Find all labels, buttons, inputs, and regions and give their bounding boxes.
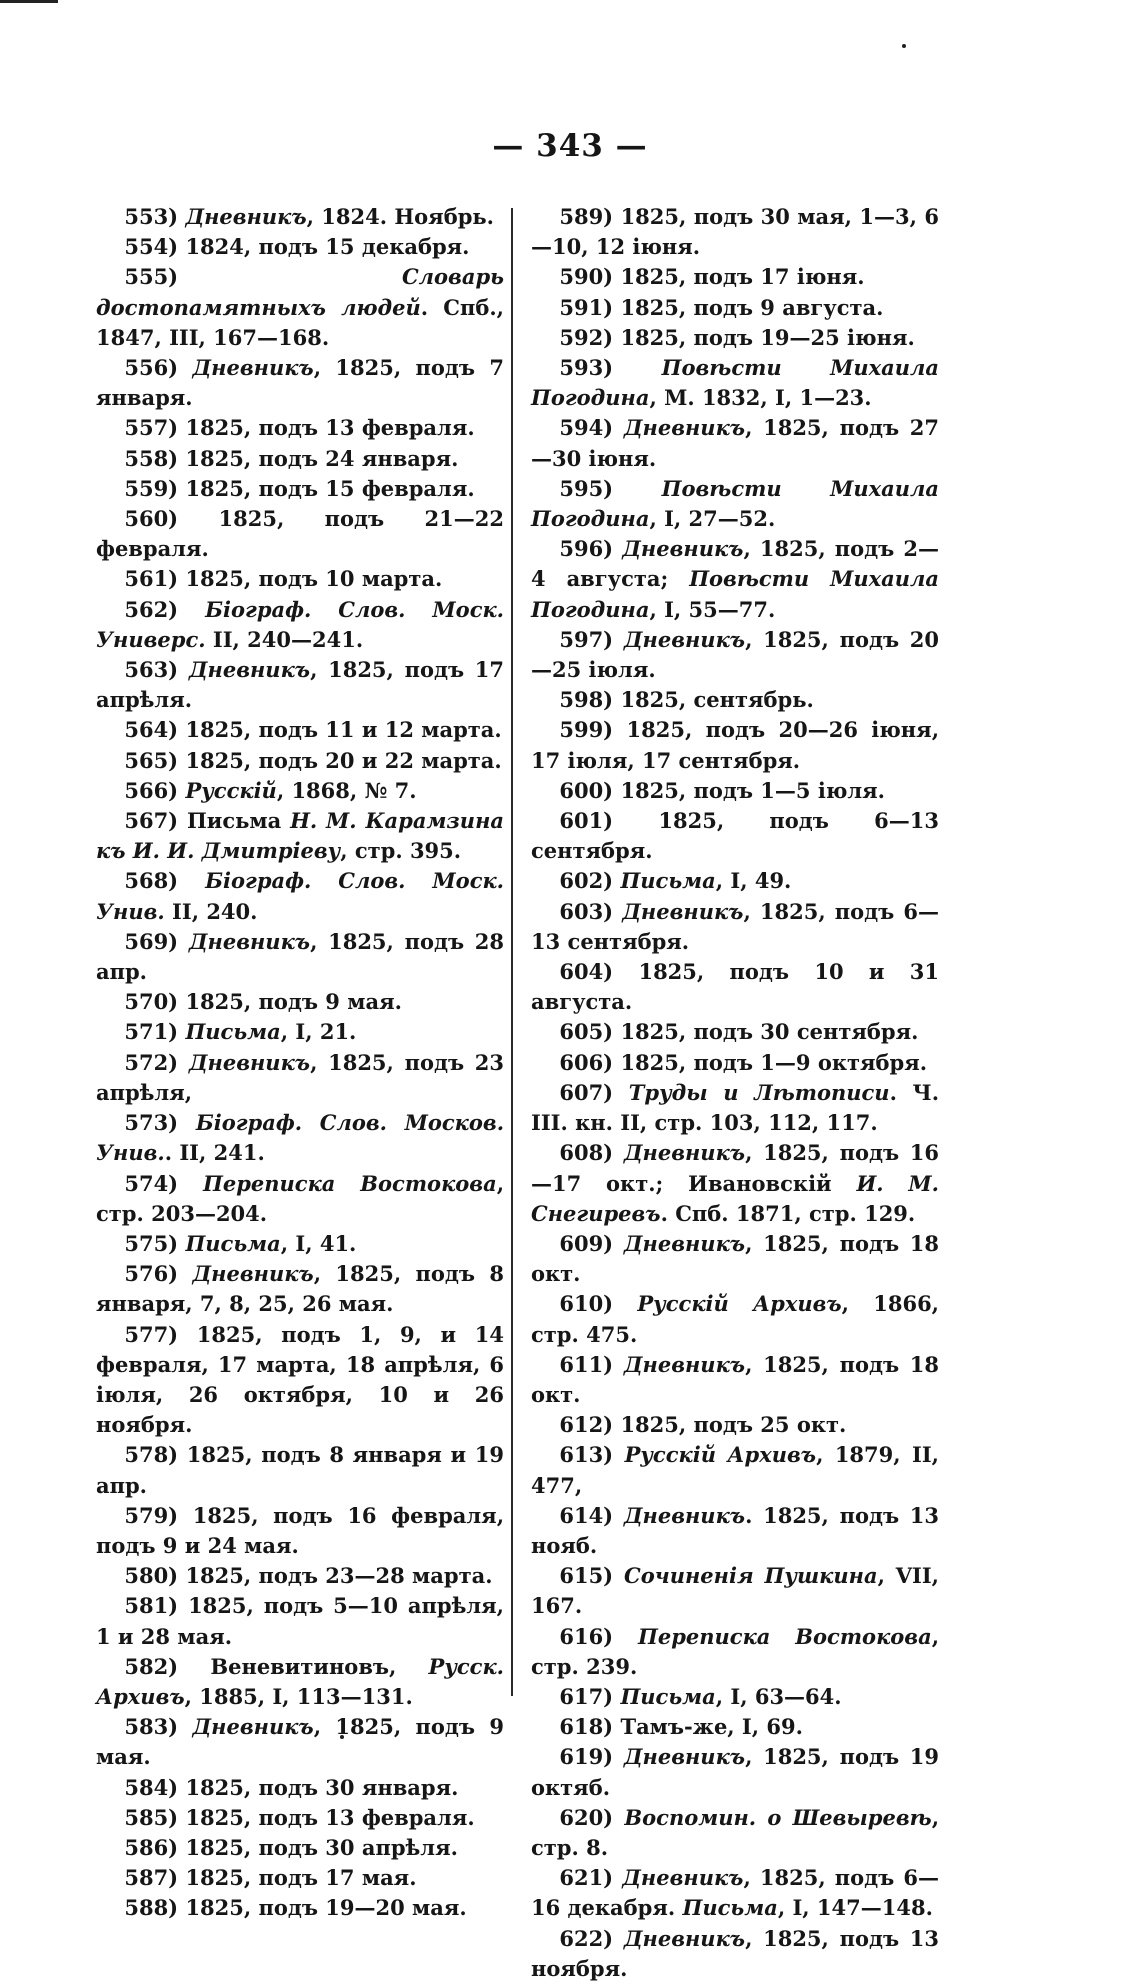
footnote-entry — [531, 1229, 939, 1289]
footnote-text: 1825, подъ 30 апрѣля. — [185, 1834, 458, 1860]
footnote-text: , I, 63—64. — [715, 1683, 842, 1709]
footnote-text: 1825, подъ 1—9 октября. — [620, 1049, 928, 1075]
footnote-number: 571) — [124, 1019, 179, 1045]
footnote-citation-title: Біограф. Слов. Моск. Универс. — [96, 596, 504, 652]
scan-artifact-dot — [902, 44, 906, 48]
footnote-citation-title: И. М. Снегиревъ — [531, 1170, 939, 1226]
left-notes-column — [96, 202, 504, 1924]
footnote-entry — [531, 1289, 939, 1349]
footnote-entry — [531, 1863, 939, 1923]
footnote-number: 596) — [559, 536, 614, 562]
footnote-number: 554) — [124, 234, 179, 260]
right-notes-column — [531, 202, 939, 1984]
footnote-text: 1825, подъ 10 и 31 августа. — [531, 959, 939, 1015]
footnote-number: 619) — [559, 1744, 614, 1770]
footnote-citation-title: Біограф. Слов. Москов. Унив. — [96, 1110, 504, 1166]
footnote-entry — [96, 202, 504, 232]
footnote-text: , I, 49. — [715, 868, 792, 894]
footnote-number: 555) — [124, 264, 179, 290]
footnote-number: 553) — [124, 204, 179, 229]
footnote-citation-title: Дневникъ — [623, 1744, 746, 1770]
footnote-entry — [96, 715, 504, 745]
footnote-citation-title: Письма — [620, 868, 716, 894]
footnote-text: 1825, подъ 30 мая, 1—3, 6—10, 12 іюня. — [531, 204, 940, 260]
footnote-number: 566) — [124, 777, 179, 803]
footnote-citation-title: Повѣсти Михаила Погодина — [531, 355, 939, 411]
footnote-entry — [96, 413, 504, 443]
footnote-number: 595) — [559, 475, 614, 501]
footnote-number: 604) — [559, 959, 614, 985]
scan-artifact-line — [0, 0, 58, 3]
footnote-entry — [96, 474, 504, 504]
footnote-citation-title: Переписка Востокова — [638, 1623, 932, 1649]
footnote-text: . 1825, подъ 13 нояб. — [531, 1502, 940, 1558]
footnote-number: 583) — [124, 1714, 179, 1740]
footnote-text: 1825, подъ 1—5 іюля. — [620, 777, 885, 803]
footnote-entry — [96, 927, 504, 987]
footnote-entry — [96, 1108, 504, 1168]
footnote-text: II, 240. — [164, 898, 258, 924]
footnote-citation-title: Дневникъ — [188, 657, 311, 683]
footnote-text: 1825, подъ 11 и 12 марта. — [185, 717, 502, 743]
footnote-number: 605) — [559, 1019, 614, 1045]
footnote-text: , стр. 239. — [531, 1623, 939, 1679]
footnote-text: , I, 27—52. — [649, 506, 776, 532]
footnote-entry — [96, 806, 504, 866]
footnote-entry — [96, 1048, 504, 1108]
footnote-entry — [96, 1501, 504, 1561]
footnote-text: Письма — [186, 808, 291, 834]
footnote-number: 584) — [124, 1774, 179, 1800]
footnote-entry — [96, 444, 504, 474]
footnote-text: , 1825, подъ 23 апрѣля, — [96, 1049, 505, 1105]
footnote-entry — [96, 1440, 504, 1500]
footnote-number: 559) — [124, 475, 179, 501]
footnote-entry — [96, 232, 504, 262]
footnote-citation-title: Русскій Архивъ — [637, 1291, 842, 1317]
footnote-number: 578) — [124, 1442, 179, 1468]
footnote-number: 612) — [559, 1412, 614, 1438]
footnote-entry — [96, 866, 504, 926]
footnote-text: , 1825, подъ 18 окт. — [531, 1230, 940, 1287]
footnote-number: 600) — [559, 777, 614, 803]
footnote-citation-title: Дневникъ — [623, 1140, 746, 1166]
footnote-number: 616) — [559, 1623, 614, 1649]
footnote-entry — [96, 776, 504, 806]
footnote-text: , 1866, стр. 475. — [531, 1291, 939, 1347]
footnote-entry — [96, 1652, 504, 1712]
footnote-text: 1825, подъ 5—10 апрѣля, 1 и 28 мая. — [96, 1593, 504, 1649]
footnote-citation-title: Дневникъ — [623, 1925, 746, 1951]
footnote-number: 563) — [124, 657, 179, 683]
footnote-entry — [96, 655, 504, 715]
footnote-citation-title: Словарь достопамятныхъ людей — [96, 264, 504, 320]
footnote-entry — [531, 1350, 939, 1410]
footnote-citation-title: Русскій Архивъ — [624, 1442, 817, 1468]
footnote-text: , 1825, подъ 16—17 окт.; Ивановскій — [531, 1140, 940, 1196]
footnote-text: 1825, подъ 13 февраля. — [185, 1804, 475, 1830]
footnote-text: , 1885, I, 113—131. — [184, 1683, 413, 1709]
column-divider — [511, 208, 513, 1696]
footnote-text: , М. 1832, I, 1—23. — [649, 385, 872, 411]
footnote-number: 614) — [559, 1502, 614, 1528]
footnote-number: 581) — [124, 1593, 179, 1619]
footnote-citation-title: Повѣсти Михаила Погодина — [531, 475, 939, 532]
footnote-entry — [531, 1501, 939, 1561]
footnote-number: 579) — [124, 1502, 179, 1528]
footnote-number: 622) — [559, 1925, 614, 1951]
footnote-entry — [531, 474, 939, 534]
footnote-citation-title: Н. М. Карамзина къ И. И. Дмитріеву — [96, 808, 504, 864]
footnote-text: , I, 55—77. — [649, 596, 776, 622]
footnote-text: 1825, подъ 13 февраля. — [185, 415, 475, 441]
footnote-number: 620) — [559, 1804, 614, 1830]
footnote-text: . Ч. III. кн. II, стр. 103, 112, 117. — [531, 1079, 940, 1136]
footnote-citation-title: Русск. Архивъ — [96, 1653, 504, 1709]
footnote-entry — [96, 1169, 504, 1229]
footnote-text: , 1825, подъ 27—30 іюня. — [531, 415, 940, 471]
footnote-number: 565) — [124, 747, 179, 773]
footnote-entry — [531, 1138, 939, 1229]
footnote-number: 561) — [124, 566, 179, 592]
footnote-citation-title: Дневникъ — [623, 415, 746, 441]
footnote-number: 556) — [124, 355, 179, 381]
footnote-number: 573) — [124, 1110, 179, 1136]
footnote-text: , 1879, II, 477, — [531, 1442, 939, 1498]
footnote-entry — [531, 1561, 939, 1621]
footnote-entry — [96, 987, 504, 1017]
footnote-number: 607) — [559, 1079, 614, 1105]
footnote-citation-title: Дневникъ — [192, 355, 314, 381]
page-number: — 343 — — [492, 128, 648, 164]
footnote-entry — [96, 1591, 504, 1651]
footnote-entry — [531, 625, 939, 685]
footnote-number: 613) — [559, 1442, 614, 1468]
footnote-entry — [531, 1712, 939, 1742]
footnote-number: 617) — [559, 1683, 614, 1709]
footnote-number: 580) — [124, 1563, 179, 1589]
footnote-number: 611) — [559, 1351, 614, 1377]
footnote-number: 597) — [559, 626, 614, 652]
footnote-citation-title: Дневникъ — [622, 536, 744, 562]
footnote-citation-title: Русскій — [185, 777, 277, 803]
footnote-citation-title: Письма — [682, 1895, 778, 1921]
footnote-citation-title: Дневникъ — [185, 204, 307, 229]
footnote-number: 609) — [559, 1230, 614, 1256]
footnote-text: . II, 241. — [164, 1140, 265, 1166]
footnote-citation-title: Дневникъ — [188, 928, 311, 954]
footnote-entry — [96, 1259, 504, 1319]
footnote-number: 606) — [559, 1049, 614, 1075]
footnote-text: , 1824. Ноябрь. — [306, 204, 494, 229]
footnote-text: . Спб., 1847, III, 167—168. — [96, 294, 504, 350]
footnote-text: , I, 147—148. — [777, 1895, 933, 1921]
footnote-number: 594) — [559, 415, 614, 441]
footnote-entry — [531, 806, 939, 866]
footnote-citation-title: Дневникъ — [192, 1261, 314, 1287]
footnote-citation-title: Письма — [185, 1230, 281, 1256]
footnote-entry — [531, 262, 939, 292]
footnote-text: , стр. 395. — [340, 838, 462, 864]
footnote-entry — [531, 1410, 939, 1440]
footnote-citation-title: Дневникъ — [188, 1049, 311, 1075]
footnote-text: , 1825, подъ 20—25 іюля. — [531, 626, 940, 683]
footnote-citation-title: Дневникъ — [192, 1714, 314, 1740]
footnote-number: 562) — [124, 596, 179, 622]
footnote-citation-title: Труды и Лѣтописи — [628, 1079, 890, 1105]
footnote-number: 601) — [559, 808, 614, 834]
footnote-entry — [96, 746, 504, 776]
footnote-citation-title: Дневникъ — [623, 1502, 746, 1528]
footnote-entry — [96, 504, 504, 564]
footnote-text: 1825, подъ 1, 9, и 14 февраля, 17 марта, 18 апрѣля, 6 іюля, 26 октября, 10 и 26 ноября. — [96, 1321, 504, 1438]
footnote-text: 1825, подъ 8 января и 19 апр. — [96, 1442, 504, 1498]
footnote-number: 577) — [124, 1321, 179, 1347]
footnote-entry — [96, 1833, 504, 1863]
footnote-entry — [531, 1924, 939, 1984]
footnote-entry — [96, 1229, 504, 1259]
footnote-text: , 1825, подъ 7 января. — [96, 355, 504, 411]
footnote-text: 1825, подъ 10 марта. — [185, 566, 443, 592]
footnote-text: 1825, подъ 9 мая. — [185, 989, 402, 1015]
footnote-text: , стр. 8. — [531, 1804, 939, 1860]
footnote-number: 618) — [559, 1714, 614, 1740]
footnote-entry — [96, 1893, 504, 1923]
footnote-number: 560) — [124, 506, 179, 532]
footnote-number: 588) — [124, 1895, 179, 1921]
footnote-number: 592) — [559, 324, 614, 350]
footnote-text: 1825, подъ 15 февраля. — [185, 475, 475, 501]
footnote-entry — [96, 595, 504, 655]
footnote-number: 587) — [124, 1865, 179, 1891]
footnote-text: 1825, сентябрь. — [620, 687, 814, 713]
footnote-citation-title: Дневникъ — [623, 1351, 746, 1377]
footnote-text: , 1825, подъ 19 октяб. — [531, 1744, 940, 1800]
footnote-text: , стр. 203—204. — [96, 1170, 504, 1226]
footnote-entry — [96, 1320, 504, 1441]
footnote-text: Тамъ-же, I, 69. — [620, 1714, 803, 1740]
footnote-entry — [531, 866, 939, 896]
footnote-entry — [531, 413, 939, 473]
footnote-text: , 1825, подъ 13 ноября. — [531, 1925, 940, 1981]
footnote-text: 1824, подъ 15 декабря. — [185, 234, 470, 260]
footnote-text: 1825, подъ 25 окт. — [620, 1412, 847, 1438]
footnote-number: 568) — [124, 868, 179, 894]
footnote-entry — [531, 897, 939, 957]
footnote-text: 1825, подъ 17 мая. — [185, 1865, 417, 1891]
footnote-text: 1825, подъ 6—13 сентября. — [531, 808, 939, 864]
footnote-text: , 1825, подъ 28 апр. — [96, 928, 505, 985]
footnote-number: 599) — [559, 717, 614, 743]
footnote-citation-title: Дневникъ — [622, 1865, 744, 1891]
footnote-entry — [531, 353, 939, 413]
footnote-number: 575) — [124, 1230, 179, 1256]
footnote-text: 1825, подъ 19—25 іюня. — [620, 324, 915, 350]
footnote-number: 598) — [559, 687, 614, 713]
footnote-entry — [531, 1622, 939, 1682]
footnote-entry — [96, 1561, 504, 1591]
footnote-citation-title: Повѣсти Михаила Погодина — [531, 566, 939, 622]
footnote-entry — [96, 262, 504, 353]
footnote-entry — [531, 1440, 939, 1500]
footnote-entry — [531, 1017, 939, 1047]
footnote-text: , 1868, № 7. — [276, 777, 417, 803]
footnote-text: 1825, подъ 19—20 мая. — [185, 1895, 467, 1921]
footnote-number: 603) — [559, 898, 614, 924]
footnote-text: 1825, подъ 20 и 22 марта. — [185, 747, 502, 773]
footnote-text: 1825, подъ 21—22 февраля. — [96, 506, 505, 562]
footnote-entry — [531, 1078, 939, 1138]
footnote-text: , 1825, подъ 2—4 августа; — [531, 536, 939, 592]
footnote-entry — [96, 353, 504, 413]
footnote-entry — [531, 1742, 939, 1802]
footnote-citation-title: Дневникъ — [622, 898, 744, 924]
footnote-text: 1825, подъ 23—28 марта. — [185, 1563, 493, 1589]
footnote-text: 1825, подъ 24 января. — [185, 445, 459, 471]
footnote-entry — [531, 202, 939, 262]
footnote-number: 574) — [124, 1170, 179, 1196]
footnote-citation-title: Письма — [185, 1019, 281, 1045]
footnote-entry — [531, 957, 939, 1017]
footnote-number: 576) — [124, 1261, 179, 1287]
footnote-text: 1825, подъ 17 іюня. — [620, 264, 865, 290]
footnote-citation-title: Біограф. Слов. Моск. Унив. — [96, 868, 504, 924]
footnote-text: , VII, 167. — [531, 1563, 939, 1619]
footnote-text: 1825, подъ 30 января. — [185, 1774, 459, 1800]
footnote-citation-title: Письма — [620, 1683, 716, 1709]
footnote-number: 591) — [559, 294, 614, 320]
footnote-text: . Спб. 1871, стр. 129. — [660, 1200, 916, 1226]
footnote-text: , 1825, подъ 18 окт. — [531, 1351, 940, 1407]
footnote-citation-title: Воспомин. о Шевыревѣ — [624, 1804, 932, 1830]
footnote-text: , 1825, подъ 9 мая. — [96, 1714, 504, 1770]
footnote-entry — [531, 534, 939, 625]
footnote-entry — [531, 293, 939, 323]
footnote-number: 572) — [124, 1049, 179, 1075]
footnote-entry — [531, 1803, 939, 1863]
footnote-entry — [531, 776, 939, 806]
footnote-text: 1825, подъ 16 февраля, подъ 9 и 24 мая. — [96, 1502, 505, 1558]
footnote-number: 590) — [559, 264, 614, 290]
footnote-entry — [531, 685, 939, 715]
footnote-entry — [96, 1017, 504, 1047]
footnote-number: 615) — [559, 1563, 614, 1589]
footnote-text: II, 240—241. — [205, 626, 364, 652]
footnote-number: 610) — [559, 1291, 614, 1317]
footnote-number: 558) — [124, 445, 179, 471]
footnote-number: 608) — [559, 1140, 614, 1166]
footnote-number: 570) — [124, 989, 179, 1015]
footnote-number: 557) — [124, 415, 179, 441]
footnote-citation-title: Дневникъ — [623, 1230, 746, 1256]
footnote-citation-title: Сочиненія Пушкина — [624, 1563, 878, 1589]
footnote-entry — [96, 1803, 504, 1833]
footnote-entry — [96, 1712, 504, 1772]
footnote-text: , I, 41. — [280, 1230, 357, 1256]
footnote-entry — [96, 1863, 504, 1893]
footnote-text: , I, 21. — [280, 1019, 357, 1045]
footnote-text: 1825, подъ 30 сентября. — [620, 1019, 919, 1045]
footnote-number: 569) — [124, 928, 179, 954]
footnote-text: , 1825, подъ 17 апрѣля. — [96, 657, 505, 713]
footnote-citation-title: Дневникъ — [623, 626, 746, 652]
footnote-entry — [531, 1048, 939, 1078]
footnote-number: 585) — [124, 1804, 179, 1830]
footnote-text: , 1825, подъ 8 января, 7, 8, 25, 26 мая. — [96, 1261, 504, 1317]
footnote-text: 1825, подъ 20—26 іюня, 17 іюля, 17 сентября. — [531, 717, 940, 773]
footnote-entry — [531, 715, 939, 775]
footnote-number: 586) — [124, 1834, 179, 1860]
footnote-number: 564) — [124, 717, 179, 743]
footnote-number: 589) — [559, 204, 614, 229]
footnote-number: 582) — [124, 1653, 179, 1679]
footnote-entry — [531, 1682, 939, 1712]
footnote-number: 593) — [559, 355, 614, 381]
footnote-number: 602) — [559, 868, 614, 894]
footnote-text: 1825, подъ 9 августа. — [620, 294, 884, 320]
footnote-entry — [96, 564, 504, 594]
footnote-entry — [531, 323, 939, 353]
footnote-text: , 1825, подъ 6—16 декабря. — [531, 1865, 939, 1921]
footnote-entry — [96, 1773, 504, 1803]
footnote-citation-title: Переписка Востокова — [203, 1170, 497, 1196]
footnote-text: , 1825, подъ 6—13 сентября. — [531, 898, 939, 954]
footnote-text: Веневитиновъ, — [210, 1653, 429, 1679]
footnote-number: 567) — [124, 808, 179, 834]
footnote-number: 621) — [559, 1865, 614, 1891]
